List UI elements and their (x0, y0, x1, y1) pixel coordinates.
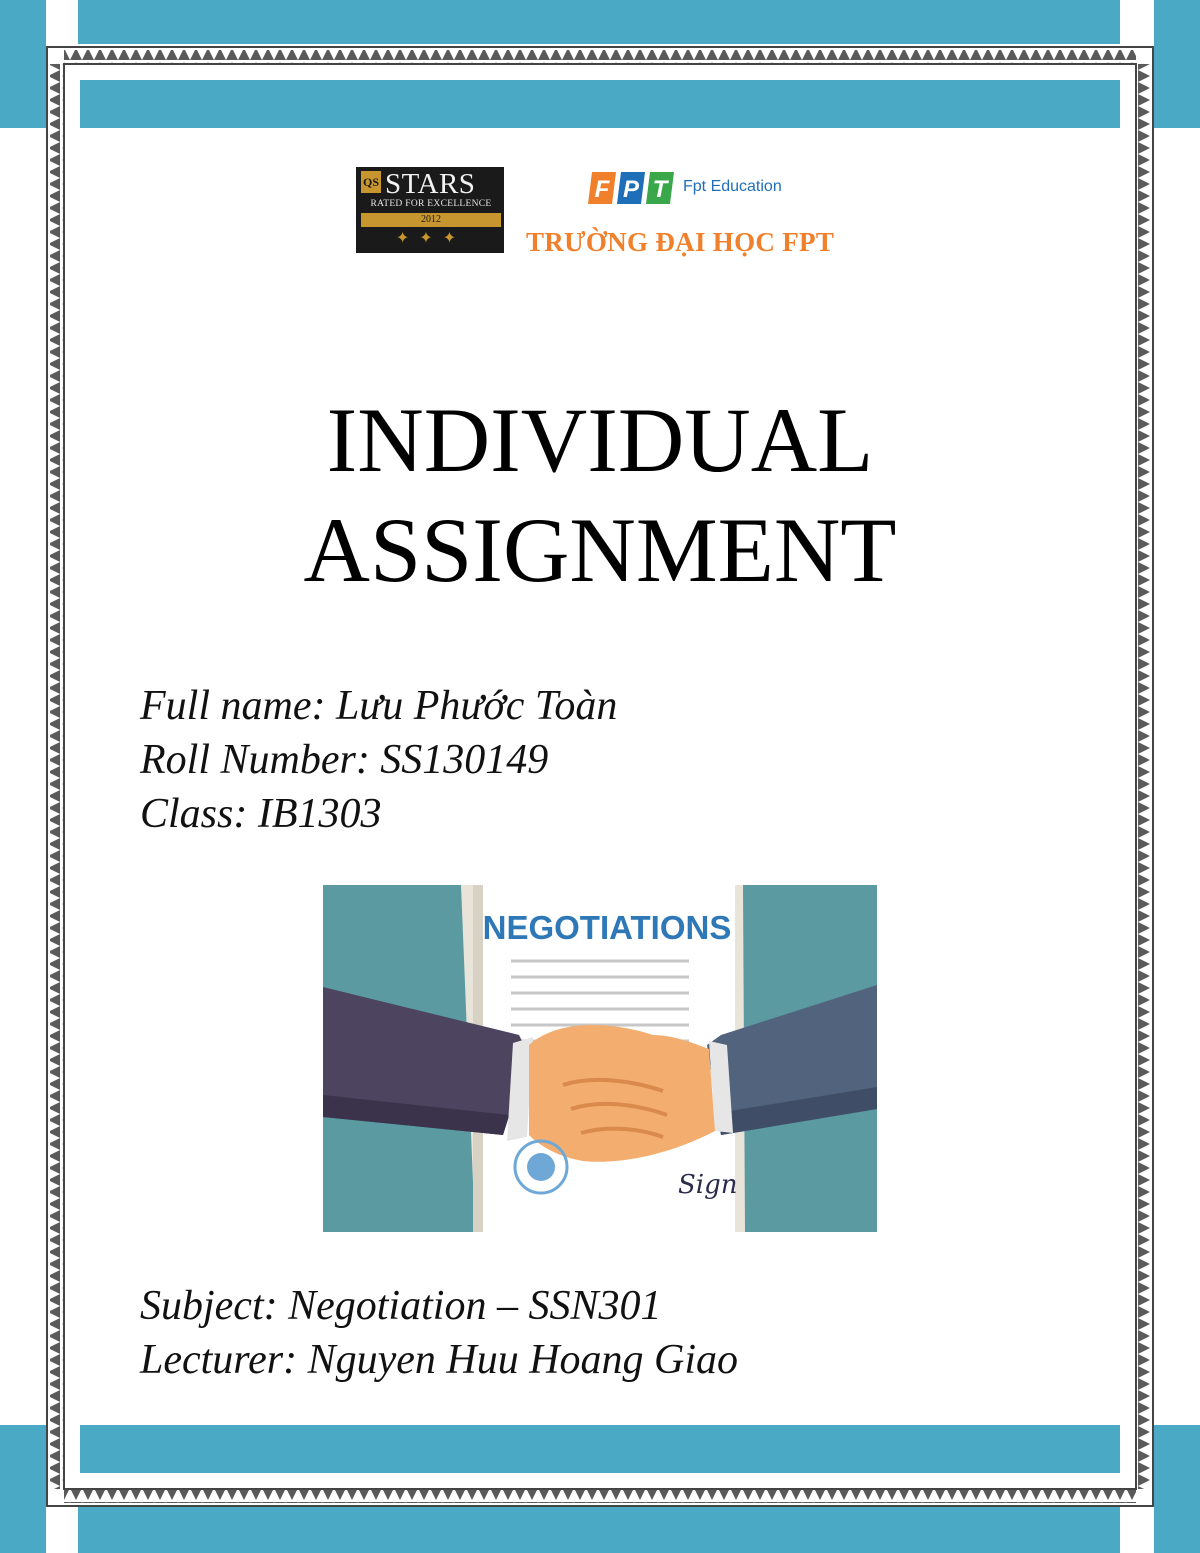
corner-block-top-left (0, 0, 46, 128)
corner-block-bottom-right (1154, 1425, 1200, 1553)
qs-stars-text: STARS (385, 168, 476, 200)
fpt-letter-t: T (652, 176, 668, 203)
fpt-education-label: Fpt Education (683, 178, 782, 195)
fpt-letter-f: F (594, 176, 610, 203)
bottom-band (80, 1425, 1120, 1473)
fpt-university-name: TRƯỜNG ĐẠI HỌC FPT (526, 227, 835, 257)
negotiations-handshake-illustration (323, 885, 877, 1232)
title-line-2: ASSIGNMENT (303, 499, 897, 601)
negotiations-heading: NEGOTIATIONS (482, 909, 732, 946)
lecturer: Lecturer: Nguyen Huu Hoang Giao (140, 1337, 739, 1383)
class: Class: IB1303 (140, 791, 382, 837)
qs-star-rating-icon: ✦✦✦ (395, 230, 467, 247)
fpt-letter-p: P (622, 176, 640, 203)
signature-text: Sign (678, 1170, 738, 1200)
fpt-logo (586, 168, 681, 208)
qs-badge: QS (361, 171, 381, 193)
qs-year: 2012 (361, 213, 501, 227)
corner-block-top-right (1154, 0, 1200, 128)
title-line-1: INDIVIDUAL (326, 389, 874, 491)
corner-block-bottom-left (0, 1425, 46, 1553)
top-accent-strip (78, 0, 1120, 44)
top-band (80, 80, 1120, 128)
subject: Subject: Negotiation – SSN301 (140, 1283, 662, 1329)
full-name: Full name: Lưu Phước Toàn (140, 683, 618, 729)
qs-rated-text: RATED FOR EXCELLENCE (370, 199, 492, 209)
bottom-accent-strip (78, 1507, 1120, 1553)
roll-number: Roll Number: SS130149 (140, 737, 549, 783)
